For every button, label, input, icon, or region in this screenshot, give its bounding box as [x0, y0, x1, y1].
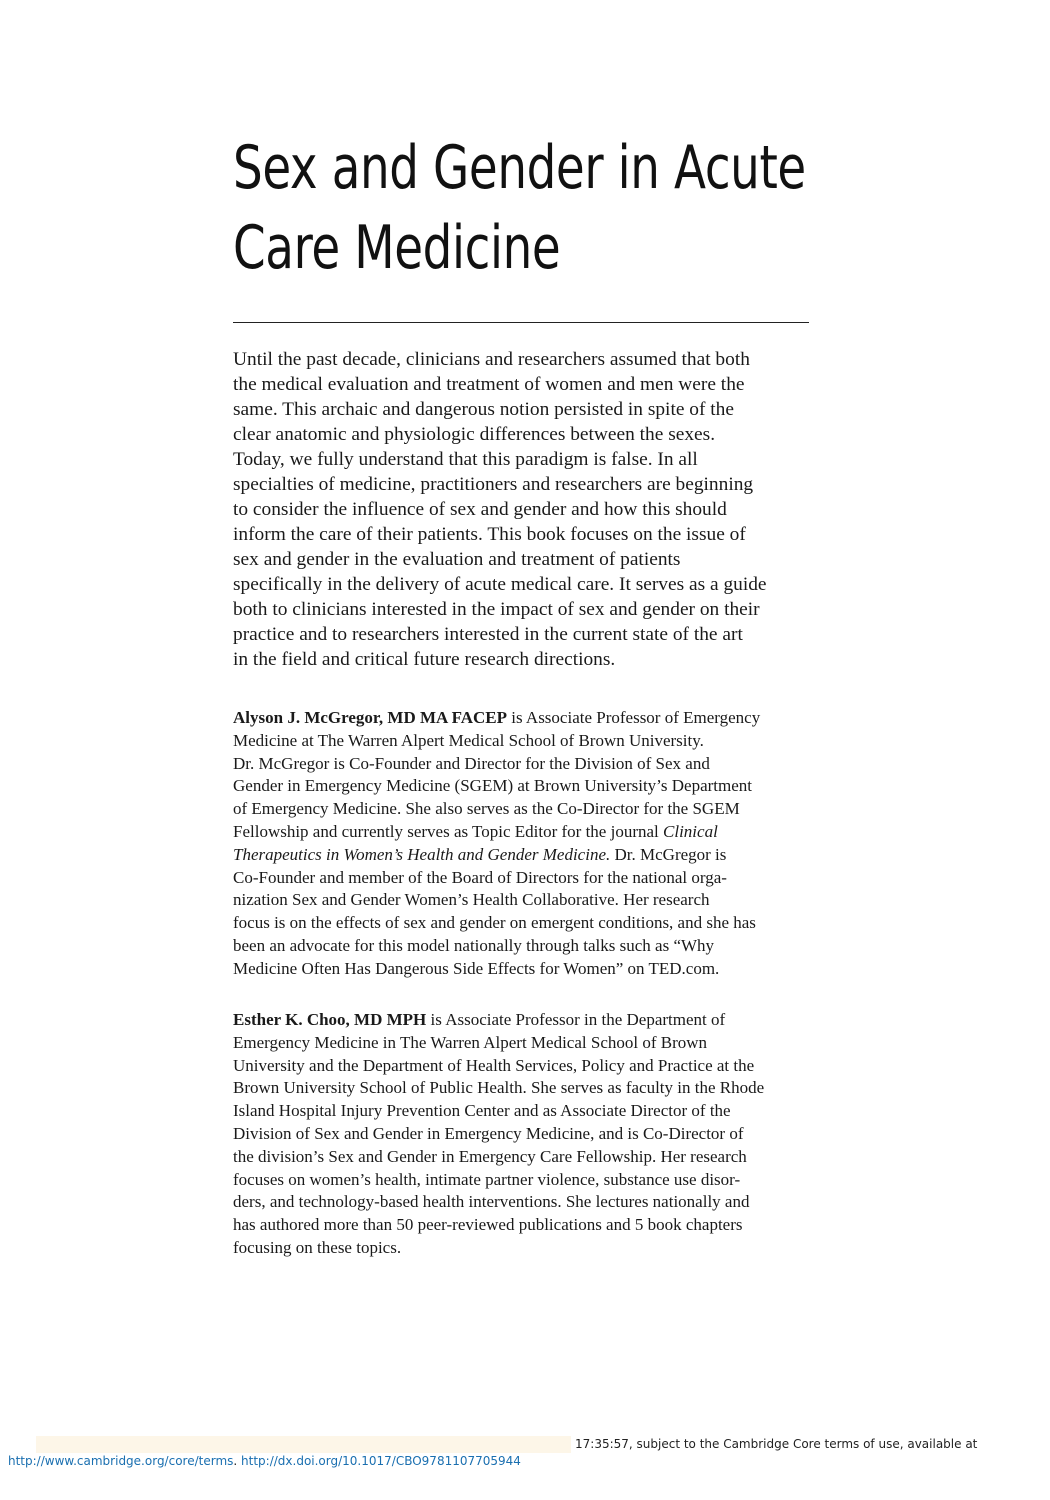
bio-text: Fellowship and currently serves as Topic Editor for the journal	[233, 821, 664, 841]
bio-line: Medicine Often Has Dangerous Side Effects for Women” on TED.com.	[233, 958, 720, 978]
bio-line: been an advocate for this model nationally through talks such as “Why	[233, 935, 715, 955]
description-line: clear anatomic and physiologic differences between the sexes.	[233, 424, 716, 445]
bio-line	[233, 821, 813, 844]
bio-line: Emergency Medicine in The Warren Alpert Medical School of Brown	[233, 1032, 708, 1052]
book-title-line-2: Care Medicine	[233, 213, 561, 283]
bio-text: Dr. McGregor is	[610, 844, 727, 864]
bio-line: of Emergency Medicine. She also serves as the Co-Director for the SGEM	[233, 799, 740, 819]
bio-line	[233, 1009, 813, 1032]
bio-line: Co-Founder and member of the Board of Directors for the national orga-	[233, 867, 727, 887]
bio-line: Brown University School of Public Health. She serves as faculty in the Rhode	[233, 1078, 765, 1098]
author-name: Alyson J. McGregor, MD MA FACEP	[233, 708, 508, 727]
footer-separator: .	[233, 1454, 242, 1468]
bio-text: is Associate Professor of Emergency	[507, 708, 761, 727]
author-bio-mcgregor	[233, 707, 813, 981]
footer-terms-text: 17:35:57, subject to the Cambridge Core terms of use, available at	[575, 1437, 978, 1451]
bio-line: Gender in Emergency Medicine (SGEM) at Brown University’s Department	[233, 776, 752, 796]
bio-line	[233, 844, 813, 867]
bio-line: focusing on these topics.	[233, 1237, 402, 1257]
bio-line: has authored more than 50 peer-reviewed publications and 5 book chapters	[233, 1215, 743, 1235]
bio-line: focuses on women’s health, intimate partner violence, substance use disor-	[233, 1169, 741, 1189]
cambridge-terms-link[interactable]: http://www.cambridge.org/core/terms	[8, 1454, 234, 1468]
bio-line	[233, 707, 813, 730]
footer-highlight-band	[36, 1436, 571, 1453]
footer-links	[8, 1453, 521, 1470]
author-name: Esther K. Choo, MD MPH	[233, 1010, 427, 1029]
description-line: both to clinicians interested in the impact of sex and gender on their	[233, 599, 760, 620]
description-line: Until the past decade, clinicians and researchers assumed that both	[233, 349, 750, 370]
book-title	[233, 128, 806, 288]
description-line: to consider the influence of sex and gender and how this should	[233, 499, 727, 520]
journal-title: Clinical	[663, 821, 718, 841]
bio-line: the division’s Sex and Gender in Emergency Care Fellowship. Her research	[233, 1146, 747, 1166]
description-line: practice and to researchers interested in the current state of the art	[233, 624, 743, 645]
description-line: same. This archaic and dangerous notion persisted in spite of the	[233, 399, 734, 420]
description-line: the medical evaluation and treatment of women and men were the	[233, 374, 745, 395]
bio-line: nization Sex and Gender Women’s Health Collaborative. Her research	[233, 890, 710, 910]
bio-line: Medicine at The Warren Alpert Medical School of Brown University.	[233, 730, 704, 750]
description-line: specialties of medicine, practitioners and researchers are beginning	[233, 474, 754, 495]
journal-title: Therapeutics in Women’s Health and Gender Medicine.	[233, 844, 611, 864]
bio-line: focus is on the effects of sex and gender on emergent conditions, and she has	[233, 913, 756, 933]
bio-text: is Associate Professor in the Department of	[426, 1010, 726, 1029]
author-bio-choo	[233, 1009, 813, 1260]
description-line: specifically in the delivery of acute medical care. It serves as a guide	[233, 574, 767, 595]
description-line: Today, we fully understand that this paradigm is false. In all	[233, 449, 698, 470]
book-title-line-1: Sex and Gender in Acute	[233, 133, 806, 203]
bio-line: Island Hospital Injury Prevention Center and as Associate Director of the	[233, 1101, 731, 1121]
description-line: sex and gender in the evaluation and treatment of patients	[233, 549, 681, 570]
description-line: inform the care of their patients. This book focuses on the issue of	[233, 524, 746, 545]
book-description	[233, 347, 809, 672]
title-divider	[233, 322, 809, 323]
description-line: in the field and critical future research directions.	[233, 649, 616, 670]
bio-line: Division of Sex and Gender in Emergency Medicine, and is Co-Director of	[233, 1123, 744, 1143]
bio-line: University and the Department of Health Services, Policy and Practice at the	[233, 1055, 755, 1075]
bio-line: ders, and technology-based health interventions. She lectures nationally and	[233, 1192, 750, 1212]
doi-link[interactable]: http://dx.doi.org/10.1017/CBO9781107705944	[241, 1454, 521, 1468]
bio-line: Dr. McGregor is Co-Founder and Director for the Division of Sex and	[233, 753, 710, 773]
